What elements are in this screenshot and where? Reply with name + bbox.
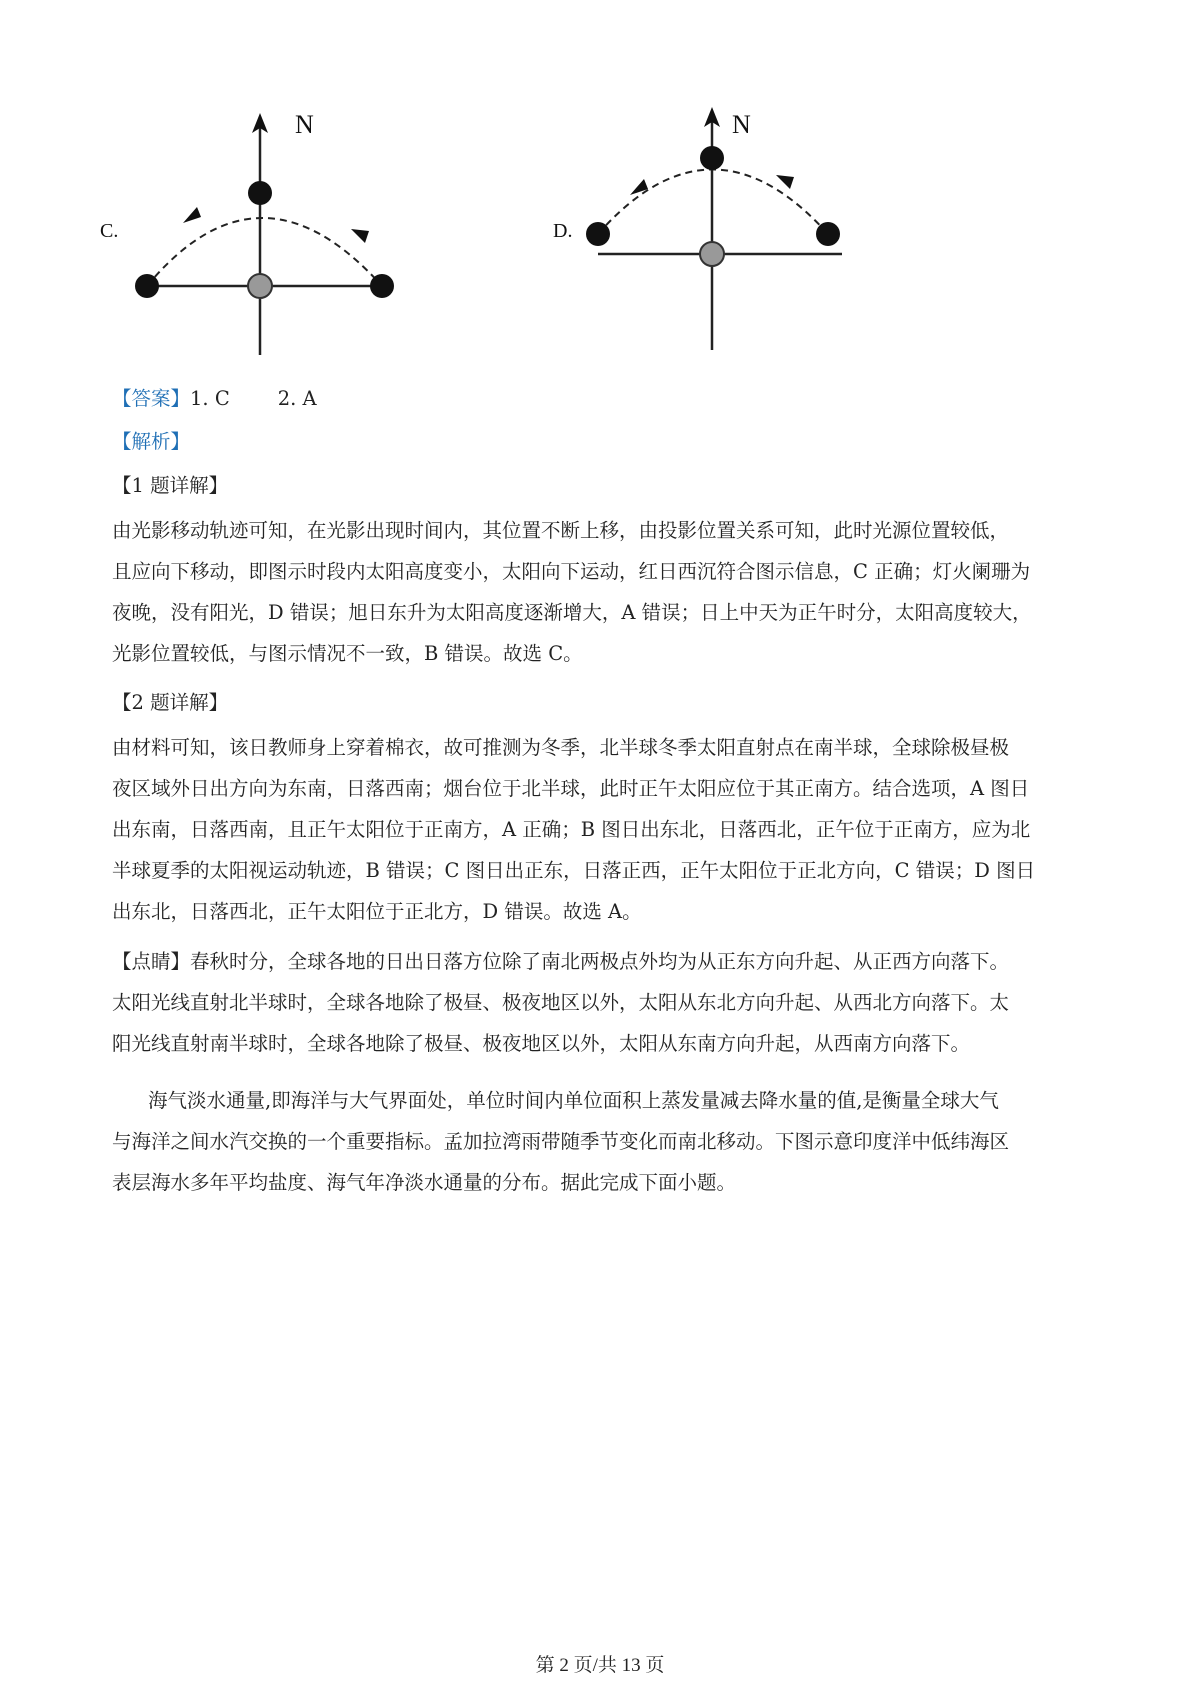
answer-line [112,378,1102,419]
answer-item: 1. C [190,387,230,410]
tip-line: 春秋时分，全球各地的日出日落方位除了南北两极点外均为从正东方向升起、从正西方向落下。 [190,950,1010,973]
q1-line: 且应向下移动，即图示时段内太阳高度变小，太阳向下运动，红日西沉符合图示信息，C 正确；灯火阑珊为 [112,560,1031,583]
q2-section [112,682,1102,932]
sun-position-west [586,222,610,246]
option-c-diagram [125,105,415,360]
material-line: 与海洋之间水汽交换的一个重要指标。孟加拉湾雨带随季节变化而南北移动。下图示意印度洋中低纬海区 [112,1130,1010,1153]
material-line: 海气淡水通量,即海洋与大气界面处，单位时间内单位面积上蒸发量减去降水量的值,是衡量全球大气 [148,1089,999,1112]
tip-section [112,941,1102,1064]
material-line: 表层海水多年平均盐度、海气年净淡水通量的分布。据此完成下面小题。 [112,1171,737,1194]
tip-line: 太阳光线直射北半球时，全球各地除了极昼、极夜地区以外，太阳从东北方向升起、从西北方向落下。太 [112,991,1010,1014]
q1-line: 光影位置较低，与图示情况不一致，B 错误。故选 C。 [112,642,583,665]
page-number: 第 2 页/共 13 页 [535,1655,665,1676]
q1-section [112,465,1102,674]
option-d-label: D. [553,220,573,242]
next-material [112,1080,1102,1203]
answer-label: 【答案】 [112,387,191,410]
option-c-label: C. [100,220,119,242]
path-arrow-icon [183,207,201,223]
tip-first-line [112,941,1102,982]
q2-line: 出东南，日落西南，且正午太阳位于正南方，A 正确；B 图日出东北，日落西北，正午位于正南方，应为北 [112,818,1031,841]
observer-point [248,274,272,298]
sun-position-noon [700,146,724,170]
q2-line: 出东北，日落西北，正午太阳位于正北方，D 错误。故选 A。 [112,900,642,923]
tip-line: 阳光线直射南半球时，全球各地除了极昼、极夜地区以外，太阳从东南方向升起，从西南方向落下。 [112,1032,971,1055]
q1-line: 由光影移动轨迹可知，在光影出现时间内，其位置不断上移，由投影位置关系可知，此时光源位置较低， [112,519,1010,542]
q1-title: 【1 题详解】 [112,474,229,497]
observer-point [700,242,724,266]
q1-line: 夜晚，没有阳光，D 错误；旭日东升为太阳高度逐渐增大，A 错误；日上中天为正午时分，太阳高度较大， [112,601,1032,624]
north-label: N [295,110,314,139]
north-label: N [732,110,751,139]
q2-line: 由材料可知，该日教师身上穿着棉衣，故可推测为冬季，北半球冬季太阳直射点在南半球，全球除极昼极 [112,736,1010,759]
option-d-diagram [580,95,855,355]
answer-item: 2. A [277,387,317,410]
path-arrow-icon [351,229,369,243]
q2-line: 夜区域外日出方向为东南，日落西南；烟台位于北半球，此时正午太阳应位于其正南方。结合选项，A 图日 [112,777,1030,800]
q2-title: 【2 题详解】 [112,691,229,714]
analysis-label: 【解析】 [112,430,191,453]
path-arrow-icon [776,175,794,189]
sun-position-east [370,274,394,298]
sun-position-west [135,274,159,298]
tip-label: 【点睛】 [112,950,191,973]
sun-position-noon [248,181,272,205]
q2-line: 半球夏季的太阳视运动轨迹，B 错误；C 图日出正东，日落正西，正午太阳位于正北方向，C 错误；D 图日 [112,859,1036,882]
sun-position-east [816,222,840,246]
